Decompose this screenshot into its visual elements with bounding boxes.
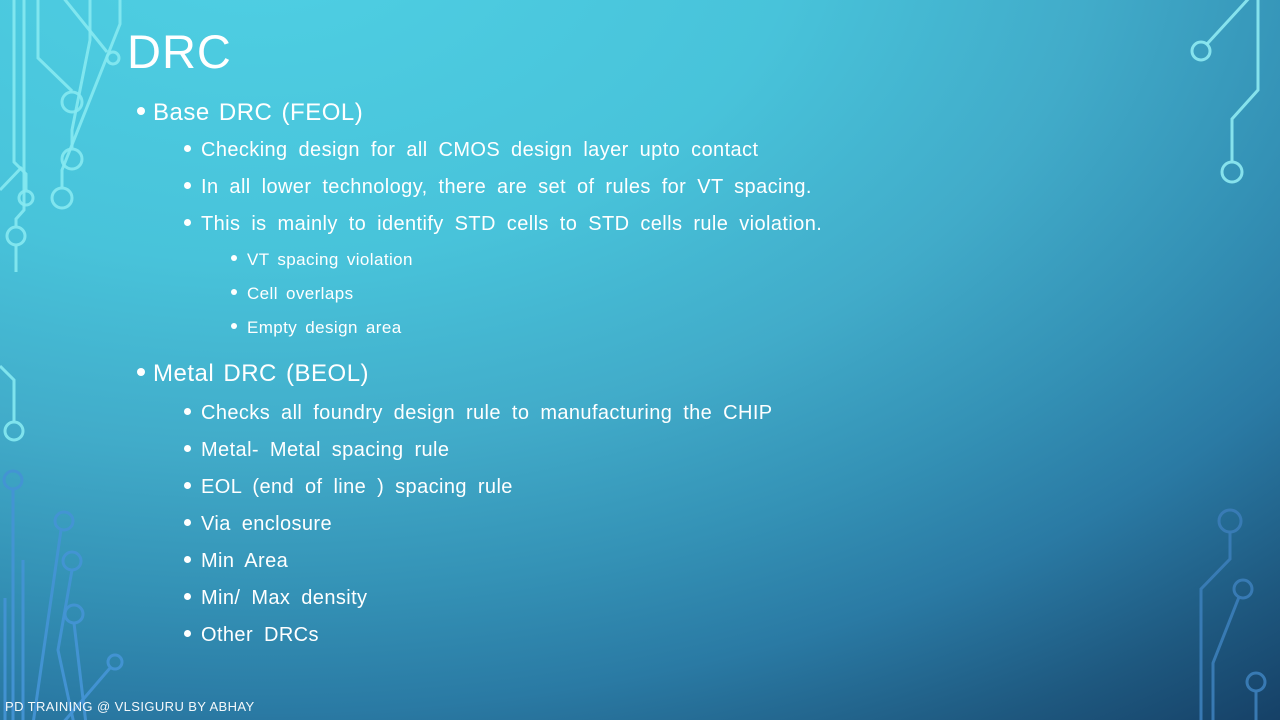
bullet-text: Other DRCs: [201, 624, 319, 646]
bullet-dot-icon: [184, 445, 191, 452]
bullet-item-l2: [0, 580, 1280, 617]
bullet-item-l3: [0, 243, 1280, 277]
bullet-text: EOL (end of line ) spacing rule: [201, 476, 513, 498]
bullet-item-l2: [0, 617, 1280, 654]
bullet-dot-icon: [184, 408, 191, 415]
bullet-item-l2: [0, 469, 1280, 506]
bullet-text: Cell overlaps: [247, 284, 354, 303]
bullet-text: Base DRC (FEOL): [153, 99, 364, 126]
bullet-item-l2: [0, 132, 1280, 169]
bullet-dot-icon: [184, 219, 191, 226]
bullet-text: Checking design for all CMOS design layer upto contact: [201, 139, 759, 161]
bullet-item-l1: [0, 94, 1280, 132]
bullet-item-l1: [0, 353, 1280, 395]
bullet-item-l2: [0, 169, 1280, 206]
bullet-text: Min Area: [201, 550, 289, 572]
bullet-text: Empty design area: [247, 318, 402, 337]
bullet-dot-icon: [184, 482, 191, 489]
bullet-dot-icon: [184, 182, 191, 189]
bullet-dot-icon: [184, 519, 191, 526]
bullet-item-l2: [0, 506, 1280, 543]
bullet-dot-icon: [184, 630, 191, 637]
bullet-text: Metal DRC (BEOL): [153, 360, 370, 387]
bullet-text: This is mainly to identify STD cells to STD cells rule violation.: [201, 213, 823, 235]
bullet-dot-icon: [184, 593, 191, 600]
bullet-dot-icon: [231, 323, 237, 329]
bullet-item-l2: [0, 206, 1280, 243]
bullet-item-l2: [0, 395, 1280, 432]
bullet-dot-icon: [231, 255, 237, 261]
bullet-dot-icon: [137, 107, 145, 115]
bullet-item-l2: [0, 432, 1280, 469]
bullet-text: In all lower technology, there are set of rules for VT spacing.: [201, 176, 812, 198]
bullet-dot-icon: [184, 556, 191, 563]
slide-title: DRC: [127, 25, 232, 78]
bullet-outline: [0, 88, 1280, 654]
bullet-text: Metal- Metal spacing rule: [201, 439, 450, 461]
footer-credit: PD TRAINING @ VLSIGURU BY ABHAY: [5, 699, 255, 714]
bullet-dot-icon: [137, 368, 145, 376]
bullet-dot-icon: [184, 145, 191, 152]
bullet-item-l3: [0, 311, 1280, 345]
bullet-text: Checks all foundry design rule to manufacturing the CHIP: [201, 402, 773, 424]
bullet-text: Via enclosure: [201, 513, 333, 535]
bullet-dot-icon: [231, 289, 237, 295]
bullet-item-l3: [0, 277, 1280, 311]
bullet-text: Min/ Max density: [201, 587, 368, 609]
bullet-item-l2: [0, 543, 1280, 580]
bullet-text: VT spacing violation: [247, 250, 413, 269]
